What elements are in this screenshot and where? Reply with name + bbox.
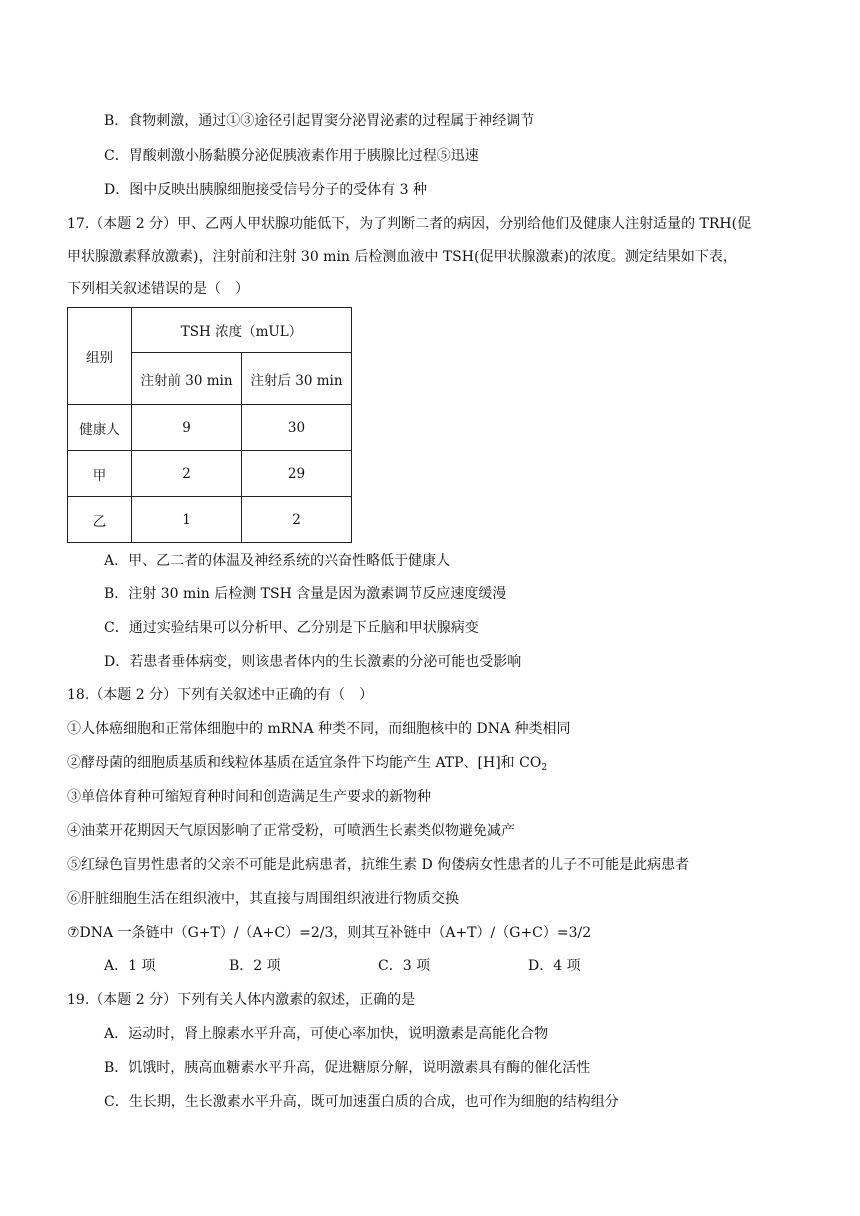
table-row: [68, 451, 352, 497]
q19-option-b: B．饥饿时，胰高血糖素水平升高，促进糖原分解，说明激素具有酶的催化活性: [104, 1060, 591, 1076]
q18-statement-2-subscript: 2: [541, 763, 548, 773]
table-header-before: 注射前 30 min: [132, 353, 242, 405]
table-row: [68, 405, 352, 451]
table-cell-group: 健康人: [68, 405, 132, 451]
q18-statement-7: ⑦DNA 一条链中（G+T）/（A+C）=2/3，则其互补链中（A+T）/（G+C）=3/2: [67, 925, 592, 941]
table-cell-before: 2: [132, 451, 242, 497]
q18-option-b: B．2 项: [229, 958, 281, 974]
table-cell-group: 甲: [68, 451, 132, 497]
table-cell-group: 乙: [68, 497, 132, 543]
q18-statement-5: ⑤红绿色盲男性患者的父亲不可能是此病患者，抗维生素 D 佝偻病女性患者的儿子不可能是此病患者: [67, 857, 690, 873]
q19-stem: 19.（本题 2 分）下列有关人体内激素的叙述，正确的是: [67, 992, 416, 1008]
q17-option-b: B．注射 30 min 后检测 TSH 含量是因为激素调节反应速度缓漫: [104, 586, 507, 602]
table-header-group: 组别: [68, 308, 132, 405]
q18-statement-4: ④油菜开花期因天气原因影响了正常受粉，可喷洒生长素类似物避免减产: [67, 823, 515, 839]
q16-option-b: B．食物刺激，通过①③途径引起胃窦分泌胃泌素的过程属于神经调节: [104, 113, 535, 129]
q18-option-d: D．4 项: [528, 958, 581, 974]
q18-option-a: A．1 项: [104, 958, 156, 974]
tsh-table: [67, 307, 352, 543]
q16-option-c: C．胃酸刺激小肠黏膜分泌促胰液素作用于胰腺比过程⑤迅速: [104, 148, 479, 164]
q18-option-c: C．3 项: [378, 958, 431, 974]
table-cell-after: 29: [242, 451, 352, 497]
q18-statement-6: ⑥肝脏细胞生活在组织液中，其直接与周围组织液进行物质交换: [67, 891, 459, 907]
q17-stem-line-1: 17.（本题 2 分）甲、乙两人甲状腺功能低下，为了判断二者的病因，分别给他们及健康人注射适量的 TRH(促: [67, 216, 752, 232]
q18-statement-1: ①人体癌细胞和正常体细胞中的 mRNA 种类不同，而细胞核中的 DNA 种类相同: [67, 721, 571, 737]
q18-statement-2-text: ②酵母菌的细胞质基质和线粒体基质在适宜条件下均能产生 ATP、[H]和 CO: [67, 755, 542, 771]
table-cell-before: 9: [132, 405, 242, 451]
q17-stem-line-2: 甲状腺激素释放激素)，注射前和注射 30 min 后检测血液中 TSH(促甲状腺激素)的浓度。测定结果如下表，: [67, 249, 737, 265]
q16-option-d: D．图中反映出胰腺细胞接受信号分子的受体有 3 种: [104, 182, 428, 198]
q19-option-c: C．生长期，生长激素水平升高，既可加速蛋白质的合成，也可作为细胞的结构组分: [104, 1094, 619, 1110]
table-header-tsh: TSH 浓度（mUL）: [132, 308, 352, 353]
table-header-after: 注射后 30 min: [242, 353, 352, 405]
q17-stem-line-3: 下列相关叙述错误的是（ ）: [67, 281, 249, 297]
table-cell-after: 30: [242, 405, 352, 451]
q18-statement-2: [67, 753, 547, 778]
q17-option-a: A．甲、乙二者的体温及神经系统的兴奋性略低于健康人: [104, 553, 451, 569]
q17-option-d: D．若患者垂体病变，则该患者体内的生长激素的分泌可能也受影响: [104, 654, 522, 670]
q19-option-a: A．运动时，肾上腺素水平升高，可使心率加快，说明激素是高能化合物: [104, 1026, 549, 1042]
table-row: [68, 497, 352, 543]
q17-option-c: C．通过实验结果可以分析甲、乙分别是下丘脑和甲状腺病变: [104, 620, 479, 636]
q18-stem: 18.（本题 2 分）下列有关叙述中正确的有（ ）: [67, 687, 374, 703]
q18-statement-3: ③单倍体育种可缩短育种时间和创造满足生产要求的新物种: [67, 789, 431, 805]
table-cell-before: 1: [132, 497, 242, 543]
table-cell-after: 2: [242, 497, 352, 543]
